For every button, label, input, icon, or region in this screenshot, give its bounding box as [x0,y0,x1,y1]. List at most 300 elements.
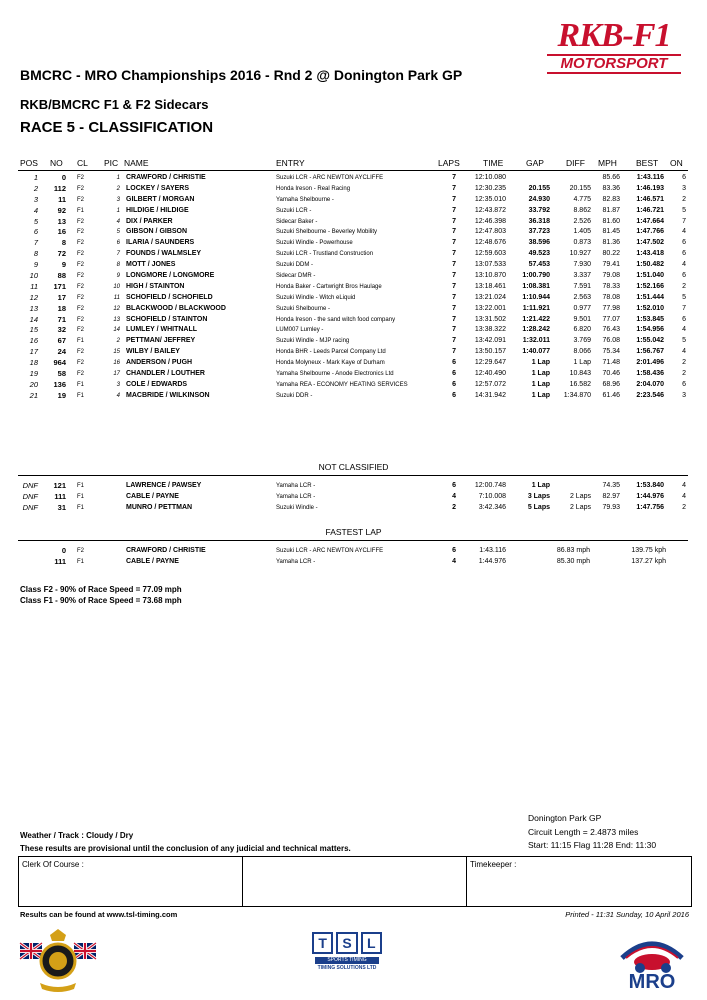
cell-no: 171 [53,281,66,291]
cell-best: 1:55.042 [636,337,664,345]
race-heading: RACE 5 - CLASSIFICATION [20,119,214,136]
table-row [0,557,707,568]
cell-pos: 20 [29,379,38,389]
cell-cl: F1 [77,558,85,565]
cell-cl: F1 [77,381,85,388]
cell-diff: 9.501 [573,315,591,323]
cell-pos: 21 [29,390,38,400]
cell-cl: F1 [77,207,85,214]
cell-pic: 1 [116,207,120,214]
cell-diff: 3.769 [573,337,591,345]
cell-entry: Honda Ireson - Real Racing [276,185,351,192]
cell-mph: 76.08 [602,337,620,345]
cell-best: 1:51.040 [636,272,664,280]
cell-laps: 7 [452,272,456,280]
cell-name: GILBERT / MORGAN [126,195,195,203]
table-row [0,173,707,184]
cell-on: 6 [682,272,686,280]
cell-cl: F2 [77,262,85,269]
cell-time: 12:57.072 [474,380,506,388]
cell-cl: F2 [77,548,85,554]
cell-cl: F2 [77,175,85,181]
col-pic: PIC [104,158,119,168]
cell-cl: F1 [77,483,85,489]
cell-best: 1:47.664 [636,217,664,225]
cell-name: DIX / PARKER [126,217,173,225]
cell-entry: Suzuki LCR - ARC NEWTON AYCLIFFE [276,175,384,181]
cell-best: 2:23.546 [636,391,664,399]
cell-on: 2 [682,359,686,367]
cell-time: 13:22.001 [474,304,506,312]
cell-name: COLE / EDWARDS [126,380,188,388]
cell-cl: F2 [77,251,85,258]
cell-pos: 1 [33,173,38,182]
cell-entry: Honda BHR - Leeds Parcel Company Ltd [276,349,386,356]
cell-laps: 7 [452,174,456,181]
cell-on: 5 [682,206,686,214]
cell-no: 112 [53,183,66,193]
cell-gap: 1 Lap [531,359,550,367]
cell-best: 1:52.166 [636,282,664,290]
cell-gap: 1:00.790 [522,272,550,280]
cell-pic: 5 [116,229,120,236]
table-row [0,217,707,228]
cell-best: 1:47.766 [636,228,664,236]
cell-pos: 13 [29,303,38,313]
cell-gap: 1:32.011 [522,337,550,345]
cell-mph: 77.98 [602,304,620,312]
cell-gap: 1 Lap [531,370,550,378]
cell-no: 88 [57,271,66,281]
tsl-letter-s: S [336,932,357,954]
cell-pic: 10 [113,283,120,290]
cell-pos: 11 [30,281,38,291]
cell-pos: 4 [33,205,38,215]
table-row [0,481,707,492]
mro-sidecar-icon [612,928,692,992]
cell-best: 1:56.767 [636,348,664,356]
cell-diff: 8.066 [573,348,591,356]
cell-name: MUNRO / PETTMAN [126,503,193,511]
cell-mph: 79.93 [602,503,620,511]
cell-no: 9 [61,260,66,270]
cell-time: 12:47.803 [474,228,506,236]
cell-laps: 7 [452,315,456,323]
cell-laps: 7 [452,326,456,334]
cell-mph: 70.46 [602,370,620,378]
cell-laps: 6 [452,391,456,399]
cell-best: 1:53.845 [636,315,664,323]
class-note-f1: Class F1 - 90% of Race Speed = 73.68 mph [20,596,182,605]
cell-name: LONGMORE / LONGMORE [126,272,215,280]
tsl-timing-logo [312,932,382,978]
cell-name: HIGH / STAINTON [126,282,185,290]
cell-mph: 75.34 [602,348,620,356]
cell-name: SCHOFIELD / SCHOFIELD [126,293,213,301]
cell-laps: 7 [452,250,456,258]
cell-time: 12:35.010 [474,195,506,203]
logo-sub-text: MOTORSPORT [547,54,681,74]
cell-entry: Suzuki DDR - [276,392,313,399]
cell-gap: 1:10.944 [522,293,550,301]
cell-pic: 9 [116,273,120,280]
table-row [0,304,707,315]
col-no: NO [50,158,63,168]
cell-mph: 79.08 [602,272,620,280]
cell-no: 0 [61,173,66,182]
cell-pic: 7 [116,251,120,258]
table-row [0,315,707,326]
cell-time: 14:31.942 [474,391,506,399]
col-pos: POS [20,158,38,168]
cell-kph: 137.27 kph [631,557,666,565]
cell-mph: 61.46 [602,391,620,399]
cell-mph: 85.66 [602,174,620,181]
cell-best: 1:47.756 [636,503,664,511]
cell-no: 11 [58,194,66,204]
cell-gap: 38.596 [528,239,550,247]
cell-pos: DNF [22,502,38,512]
cell-cl: F2 [77,196,85,203]
cell-cl: F2 [77,316,85,323]
cell-lap: 4 [452,557,456,565]
cell-time: 1:43.116 [479,547,506,554]
table-row [0,380,707,391]
cell-pos: 5 [33,216,38,226]
cell-best: 1:43.116 [636,174,664,181]
cell-entry: Honda Molyneux - Mark Kaye of Durham [276,360,385,367]
cell-no: 111 [54,556,66,566]
cell-laps: 4 [452,492,456,500]
cell-on: 2 [682,282,686,290]
page-title: BMCRC - MRO Championships 2016 - Rnd 2 @ Donington Park GP [20,67,463,83]
cell-cl: F1 [77,504,85,511]
cell-diff: 3.337 [573,272,591,280]
cell-lap: 6 [452,547,456,554]
table-row [0,325,707,336]
cell-mph: 78.08 [602,293,620,301]
clerk-of-course-label: Clerk Of Course : [22,860,84,869]
cell-cl: F2 [77,283,85,290]
table-row [0,369,707,380]
cell-no: 24 [57,347,66,357]
cell-no: 58 [57,369,66,379]
circuit-length: Circuit Length = 2.4873 miles [528,826,639,837]
cell-entry: Yamaha Shelbourne - Anode Electronics Ltd [276,371,394,378]
cell-name: CRAWFORD / CHRISTIE [126,547,206,554]
cell-pos: 12 [29,292,38,302]
tsl-bar-text: SPORTS TIMING [315,957,379,964]
cell-name: MOTT / JONES [126,261,176,269]
weather-block [20,829,351,855]
cell-pic: 3 [116,381,120,388]
not-classified-rule [18,475,688,476]
table-row [0,391,707,402]
cell-time: 13:42.091 [474,337,506,345]
cell-laps: 7 [452,261,456,269]
cell-time: 13:21.024 [474,293,506,301]
cell-best: 1:46.193 [636,184,664,192]
cell-no: 136 [53,379,66,389]
cell-no: 17 [57,292,66,302]
cell-on: 6 [682,380,686,388]
cell-gap: 1 Lap [531,482,550,489]
table-row [0,260,707,271]
cell-mph: 81.36 [602,239,620,247]
cell-diff: 7.930 [573,261,591,269]
cell-entry: Suzuki DDM - [276,262,314,269]
cell-pos: 18 [29,358,38,368]
cell-pos: 17 [29,347,38,357]
table-row [0,227,707,238]
timekeeper-label: Timekeeper : [470,860,517,869]
tsl-sub-text: TIMING SOLUTIONS LTD [317,965,377,971]
cell-laps: 7 [452,282,456,290]
cell-cl: F2 [77,305,85,312]
cell-name: BLACKWOOD / BLACKWOOD [126,304,226,312]
cell-best: 1:44.976 [636,492,664,500]
cell-gap: 3 Laps [527,492,550,500]
cell-gap: 1 Lap [531,380,550,388]
clerk-of-course-cell [19,857,243,906]
cell-best: 1:47.502 [636,239,664,247]
cell-pos: 8 [33,249,38,259]
cell-no: 0 [61,546,66,555]
cell-mph: 78.33 [602,282,620,290]
cell-diff: 20.155 [569,184,591,192]
cell-pic: 11 [113,294,120,301]
cell-kph: 139.75 kph [631,547,666,554]
cell-pic: 15 [113,349,120,356]
cell-mph: 77.07 [602,315,620,323]
cell-gap: 1:28.242 [522,326,550,334]
cell-entry: Honda Baker - Cartwright Bros Haulage [276,283,382,290]
weather-track: Weather / Track : Cloudy / Dry [20,831,134,840]
cell-pic: 13 [113,316,120,323]
cell-on: 4 [682,348,686,356]
mro-text: MRO [628,971,676,992]
cell-best: 1:52.010 [636,304,664,312]
cell-gap: 20.155 [528,184,550,192]
cell-name: PETTMAN/ JEFFREY [126,337,196,345]
cell-on: 4 [682,261,686,269]
table-row [0,492,707,503]
cell-pic: 2 [116,185,120,192]
cell-entry: Suzuki Windle - MJP racing [276,338,350,345]
cell-gap: 1 Lap [531,391,550,399]
table-row [0,293,707,304]
cell-name: LAWRENCE / PAWSEY [126,482,202,489]
cell-time: 7:10.008 [478,492,506,500]
cell-entry: Suzuki LCR - [276,207,312,214]
timekeeper-cell [467,857,691,906]
cell-time: 12:29.647 [474,359,506,367]
cell-best: 1:46.721 [636,206,664,214]
cell-pic: 17 [113,371,120,378]
cell-best: 2:04.070 [636,380,664,388]
cell-no: 18 [57,303,66,313]
cell-time: 12:00.748 [474,482,506,489]
table-row [0,546,707,557]
cell-pos: 7 [33,238,38,248]
col-entry: ENTRY [276,158,305,168]
cell-diff: 8.862 [573,206,591,214]
cell-time: 12:10.080 [474,174,506,181]
cell-cl: F2 [77,218,85,225]
cell-mph: 82.97 [602,492,620,500]
cell-name: CHANDLER / LOUTHER [126,370,205,378]
cell-name: CABLE / PAYNE [126,492,179,500]
cell-time: 12:46.398 [474,217,506,225]
table-row [0,249,707,260]
cell-diff: 2.563 [573,293,591,301]
table-row [0,184,707,195]
not-classified-table [0,481,707,514]
cell-diff: 0.873 [573,239,591,247]
cell-time: 12:48.676 [474,239,506,247]
cell-cl: F2 [77,360,85,367]
mro-logo [612,928,692,992]
cell-pos: DNF [22,481,38,490]
cell-gap: 1:08.381 [522,282,550,290]
cell-pos: DNF [22,491,38,501]
cell-cl: F2 [77,294,85,301]
cell-diff: 4.775 [573,195,591,203]
cell-mph: 86.83 mph [556,547,590,554]
cell-cl: F2 [77,273,85,280]
circuit-name: Donington Park GP [528,813,602,823]
provisional-note: These results are provisional until the conclusion of any judicial and technical matters. [20,844,351,853]
cell-on: 4 [682,228,686,236]
cell-gap: 1:11.921 [522,304,550,312]
cell-time: 12:40.490 [474,370,506,378]
table-row [0,347,707,358]
col-laps: LAPS [438,158,460,168]
cell-gap: 5 Laps [527,503,550,511]
cell-no: 964 [53,358,66,368]
cell-time: 13:38.322 [474,326,506,334]
table-row [0,358,707,369]
cell-no: 111 [54,491,66,501]
cell-no: 8 [61,238,66,248]
cell-on: 7 [682,304,686,312]
cell-gap: 1:40.077 [522,348,550,356]
cell-mph: 81.87 [602,206,620,214]
cell-mph: 74.35 [602,482,620,489]
cell-on: 2 [682,195,686,203]
cell-best: 1:51.444 [636,293,664,301]
cell-cl: F2 [77,327,85,334]
col-diff: DIFF [566,158,585,168]
cell-laps: 7 [452,293,456,301]
not-classified-heading: NOT CLASSIFIED [318,462,389,472]
cell-on: 5 [682,293,686,301]
logo-main-text: RKB-F1 [557,17,671,54]
col-cl: CL [77,158,88,168]
cell-best: 1:46.571 [636,195,664,203]
cell-best: 1:54.956 [636,326,664,334]
cell-name: FOUNDS / WALMSLEY [126,250,202,258]
cell-on: 2 [682,503,686,511]
cell-diff: 10.927 [569,250,591,258]
cell-no: 19 [57,390,66,400]
cell-on: 3 [682,184,686,192]
cell-name: ILARIA / SAUNDERS [126,239,195,247]
cell-pic: 2 [116,338,120,345]
cell-mph: 71.48 [602,359,620,367]
cell-no: 67 [57,336,66,346]
cell-entry: Sidecar Baker - [276,218,318,225]
cell-laps: 6 [452,380,456,388]
col-best: BEST [636,158,659,168]
cell-diff: 10.843 [569,370,591,378]
cell-on: 6 [682,250,686,258]
cell-pos: 9 [33,260,38,270]
cell-entry: Yamaha REA - ECONOMY HEATING SERVICES [276,381,408,388]
cell-time: 1:44.976 [478,557,506,565]
table-row [0,282,707,293]
officials-box [18,856,692,907]
results-url: Results can be found at www.tsl-timing.com [20,910,178,919]
cell-name: GIBSON / GIBSON [126,228,188,236]
cell-time: 12:43.872 [474,206,506,214]
cell-mph: 81.60 [602,217,620,225]
cell-pic: 16 [113,360,120,367]
cell-entry: Suzuki Shelbourne - Beverley Mobility [276,229,378,236]
cell-pos: 15 [29,325,38,335]
rkb-f1-logo [539,18,689,76]
cell-pic: 8 [116,262,120,269]
cell-entry: Yamaha LCR - [276,493,316,500]
cell-diff: 16.582 [569,380,591,388]
results-table [0,173,707,402]
cell-time: 12:59.603 [474,250,506,258]
cell-entry: Yamaha LCR - [276,483,316,489]
cell-time: 13:31.502 [474,315,506,323]
cell-entry: Suzuki LCR - Trustland Construction [276,251,374,258]
cell-pic: 4 [116,218,120,225]
cell-pos: 2 [33,183,38,193]
cell-gap: 57.453 [528,261,550,269]
cell-name: MACBRIDE / WILKINSON [126,391,210,399]
cell-laps: 6 [452,370,456,378]
col-mph: MPH [598,158,617,168]
cell-name: HILDIGE / HILDIGE [126,206,189,214]
blank-official-cell [243,857,467,906]
cell-on: 4 [682,492,686,500]
cell-no: 71 [57,314,66,324]
cell-name: LOCKEY / SAYERS [126,184,190,192]
circuit-info [528,812,656,853]
cell-mph: 81.45 [602,228,620,236]
page-subtitle: RKB/BMCRC F1 & F2 Sidecars [20,97,209,112]
cell-time: 13:10.870 [474,272,506,280]
cell-laps: 7 [452,337,456,345]
table-row [0,271,707,282]
cell-pic: 3 [116,196,120,203]
cell-laps: 7 [452,184,456,192]
cell-gap: 33.792 [528,206,550,214]
cell-on: 6 [682,174,686,181]
cell-laps: 7 [452,239,456,247]
cell-mph: 76.43 [602,326,620,334]
cell-laps: 7 [452,348,456,356]
cell-on: 6 [682,239,686,247]
cell-gap: 24.930 [528,195,550,203]
cell-laps: 7 [452,206,456,214]
cell-laps: 7 [452,217,456,225]
cell-pic: 1 [116,175,120,181]
